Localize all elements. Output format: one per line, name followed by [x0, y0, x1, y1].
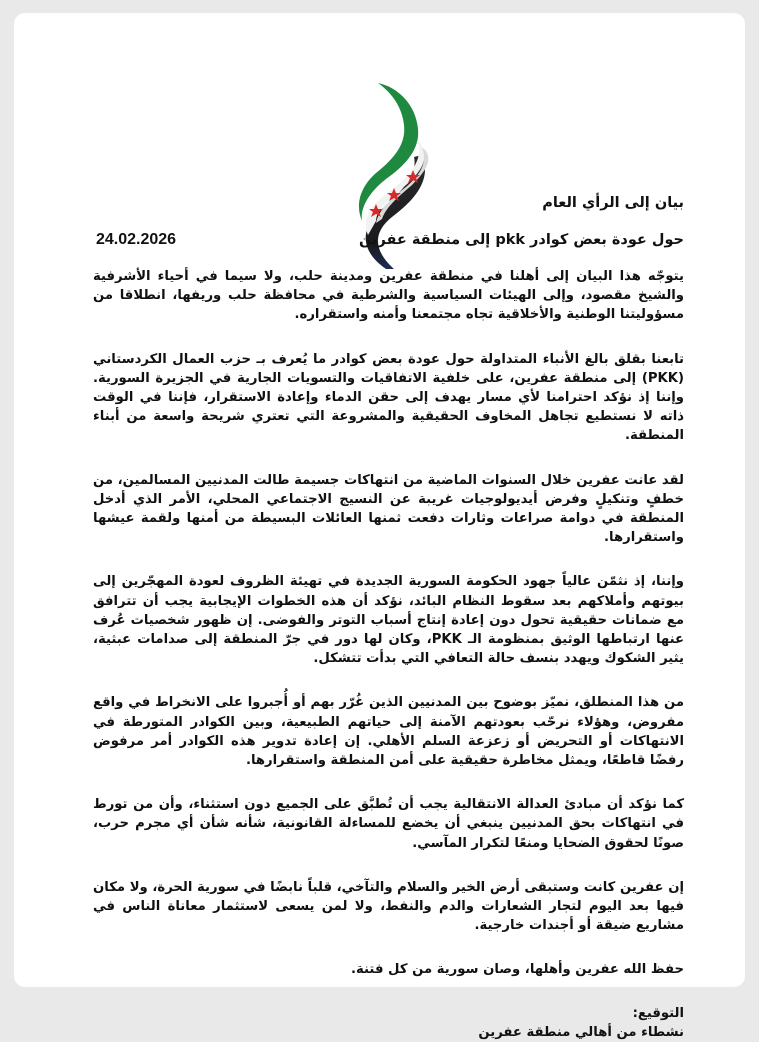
statement-date: 24.02.2026 [96, 231, 177, 248]
signature-block [93, 1004, 684, 1042]
paragraph: وإننا، إذ نثمّن عالياً جهود الحكومة السورية الجديدة في تهيئة الظروف لعودة المهجّرين إلى بيوتهم وأملاكهم بعد سقوط النظام البائد، نؤكد أن هذه الخطوات الإيجابية يجب أن تترافق مع ضمانات حقيقية تحول دون إعادة إنتاج أسباب التوتر والفوضى. إن ظهور شخصيات عُرف عنها ارتباطها الوثيق بمنظومة الـ PKK، وكان لها دور في جرّ المنطقة إلى صدامات عبثية، يثير الشكوك ويهدد بنسف حالة التعافي التي بدأت تتشكل. [93, 574, 684, 667]
statement-page [14, 13, 745, 1040]
signature-name: نشطاء من أهالي منطقة عفرين [478, 1024, 684, 1040]
statement-title: بيان إلى الرأي العام [542, 195, 684, 211]
paragraph: يتوجّه هذا البيان إلى أهلنا في منطقة عفرين ومدينة حلب، ولا سيما في أحياء الأشرفية والشيخ مقصود، وإلى الهيئات السياسية والشرطية في محافظة حلب وريفها، انطلاقا من مسؤوليتنا الوطنية والأخلاقية تجاه مجتمعنا وأمنه واستقراره. [93, 269, 684, 323]
closing-line: حفظ الله عفرين وأهلها، وصان سورية من كل فتنة. [351, 962, 684, 978]
paragraph: كما نؤكد أن مبادئ العدالة الانتقالية يجب أن تُطبَّق على الجميع دون استثناء، وأن من تورط في انتهاكات بحق المدنيين ينبغي أن يخضع للمساءلة القانونية، شأنه شأن أي مجرم حرب، صونًا لحقوق الضحايا ومنعًا لتكرار المآسي. [93, 797, 684, 851]
paragraph: إن عفرين كانت وستبقى أرض الخير والسلام والتآخي، قلباً نابضًا في سورية الحرة، ولا مكان فيها بعد اليوم لتجار الشعارات والدم والنفط، ولا لمن يسعى لاستثمار معاناة الناس في مشاريع ضيقة أو أجندات خارجية. [93, 879, 684, 934]
paragraph: تابعنا بقلق بالغ الأنباء المتداولة حول عودة بعض كوادر ما يُعرف بـ حزب العمال الكردستاني (PKK) إلى منطقة عفرين، على خلفية الاتفاقيات والتسويات الجارية في الجزيرة السورية. وإننا إذ نؤكد احترامنا لأي مسار يهدف إلى حقن الدماء وإعادة الاستقرار، فإننا في الوقت ذاته لا نستطيع تجاهل المخاوف الحقيقية والمشروعة التي تعتري شريحة واسعة من أبناء المنطقة. [93, 351, 684, 444]
statement-body [93, 267, 684, 1042]
signature-label: التوقيع: [632, 1005, 684, 1021]
paragraph: من هذا المنطلق، نميّز بوضوح بين المدنيين الذين غُرّر بهم أو أُجبروا على الانخراط في واقع مفروض، وهؤلاء نرحّب بعودتهم الآمنة إلى حياتهم الطبيعية، وبين الكوادر المتورطة في الانتهاكات أو التحريض أو زعزعة السلم الأهلي. إن إعادة تدوير هذه الكوادر أمر مرفوض رفضًا قاطعًا، ويمثل مخاطرة حقيقية على أمن المنطقة واستقرارها. [93, 695, 684, 769]
statement-subject: حول عودة بعض كوادر pkk إلى منطقة عفرين [358, 232, 684, 248]
paragraph: لقد عانت عفرين خلال السنوات الماضية من انتهاكات جسيمة طالت المدنيين المسالمين، من خطفٍ وتنكيلٍ وفرض أيديولوجيات غريبة عن النسيج الاجتماعي المحلي، الأمر الذي أدخل المنطقة في دوامة صراعات وثارات دفعت ثمنها العائلات البسيطة من أمنها ولقمة عيشها واستقرارها. [93, 472, 684, 546]
